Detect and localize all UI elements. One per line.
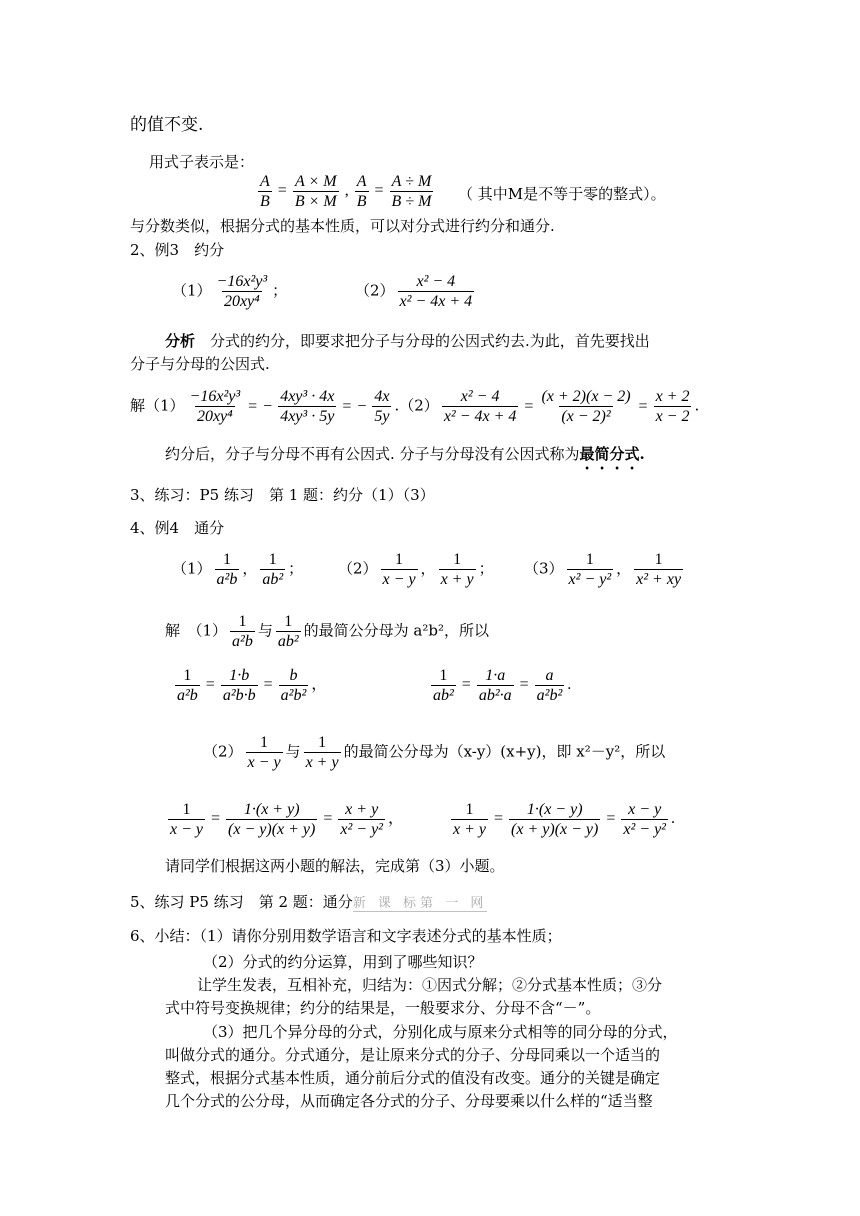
example4-problem2: （2） $\frac{1}{x - y}$ ， $\frac{1}{x + y}$ ；: [338, 551, 494, 588]
text-line: 式中符号变换规律；约分的结果是，一般要求分、分母不含“－”。: [165, 999, 601, 1017]
solution4-part2-line: （2） $\frac{1}{x - y}$ 与 $\frac{1}{x + y}$ 的最简公分母为（x-y）(x+y)，即 x²－y²，所以: [203, 734, 666, 771]
text-line: 几个分式的公分母，从而确定各分式的分子、分母要乘以什么样的“适当整: [165, 1092, 653, 1110]
text-line: 让学生发表，互相补充，归结为：①因式分解；②分式基本性质；③分: [197, 976, 663, 994]
text-line: 叫做分式的通分。分式通分，是让原来分式的分子、分母同乘以一个适当的: [165, 1046, 661, 1064]
analysis-line: 分析 分式的约分，即要求把分子与分母的公因式约去.为此，首先要找出: [165, 332, 650, 350]
property-formula: $\frac{A}{B}$ = $\frac{A \times M}{B \times M}$ , $\frac{A}{B}$ = $\frac{A \div M}{B \div M}$: [260, 173, 432, 210]
solution4-part1-line: 解 （1） $\frac{1}{\text{a²b}}$ 与 $\frac{1}{\text{ab²}}$ 的最简公分母为 a²b²，所以: [165, 613, 489, 650]
text-line: 的值不变.: [130, 115, 204, 135]
simplest-fraction-term: 最简分式.: [579, 445, 645, 463]
solution4-part1-eq1: $\frac{1}{\text{a²b}}$ = $\frac{1\cdot b}{\text{a²b·b}}$ = $\frac{b}{\text{a²b²}}$ ，: [177, 667, 328, 704]
example4-problem3: （3） $\frac{1}{\text{x² − y²}}$ ， $\frac{1}{\text{x² + xy}}$: [524, 551, 682, 588]
text-line: （3）把几个异分母的分式，分别化成与原来分式相等的同分母的分式，: [203, 1023, 678, 1041]
text-line: （2）分式的约分运算，用到了哪些知识？: [203, 953, 483, 971]
formula-note: （ 其中M是不等于零的整式）。: [458, 185, 666, 203]
analysis-label: 分析: [165, 332, 196, 350]
solution4-part2-eq1: $\frac{1}{x - y}$ = $\frac{1\cdot(x + y)}{(x - y)(x + y)}$ = $\frac{x + y}{\text{x² − y²}}$ ，: [170, 801, 404, 838]
solution4-part2-eq2: $\frac{1}{x + y}$ = $\frac{1\cdot(x - y)}{(x + y)(x - y)}$ = $\frac{x - y}{\text{x² − y²}}$ .: [453, 801, 675, 838]
section-heading: 4、例4 通分: [130, 519, 225, 537]
section-heading: 5、练习 P5 练习 第 2 题：通分新 课 标第 一 网: [130, 893, 488, 911]
text-line: 请同学们根据这两小题的解法，完成第（3）小题。: [165, 857, 505, 875]
text-line: 分子与分母的公因式.: [130, 355, 270, 373]
example3-problem1: （1） $\frac{\text{−16x²y³}}{\text{20xy⁴}}$ ；: [172, 273, 288, 310]
section-heading: 2、例3 约分: [130, 241, 225, 259]
section-heading: 3、练习：P5 练习 第 1 题：约分（1）（3）: [130, 486, 435, 504]
text-line: 约分后，分子与分母不再有公因式. 分子与分母没有公因式称为最简分式.: [165, 445, 645, 463]
text-line: 整式，根据分式基本性质，通分前后分式的值没有改变。通分的关键是确定: [165, 1069, 661, 1087]
example4-problem1: （1） $\frac{1}{\text{a²b}}$ ， $\frac{1}{\text{ab²}}$ ；: [172, 551, 304, 588]
section-heading: 6、小结：（1）请你分别用数学语言和文字表述分式的基本性质；: [130, 927, 562, 945]
solution-line: 解（1） $\frac{\text{−16x²y³}}{\text{20xy⁴}}$ = − $\frac{\text{4xy³ · 4x}}{\text{4xy³ · 5y}}$ = − $\frac{4x}{5y}$ .（2） $\frac{\text{x² − 4}}{\text{x² − 4x + 4}}$ = $\frac{(x + 2)(x - 2)}{\text{(x − 2)²}}$ = $\frac{x + 2}{x - 2}$ .: [130, 388, 700, 425]
text-line: 与分数类似，根据分式的基本性质，可以对分式进行约分和通分.: [130, 217, 555, 235]
text-line: 用式子表示是：: [149, 153, 255, 171]
example3-problem2: （2） $\frac{\text{x² − 4}}{\text{x² − 4x + 4}}$: [355, 273, 473, 310]
solution4-part1-eq2: $\frac{1}{\text{ab²}}$ = $\frac{1\cdot a}{\text{ab²·a}}$ = $\frac{a}{\text{a²b²}}$ .: [433, 667, 572, 704]
watermark: 新 课 标第 一 网: [352, 896, 488, 911]
